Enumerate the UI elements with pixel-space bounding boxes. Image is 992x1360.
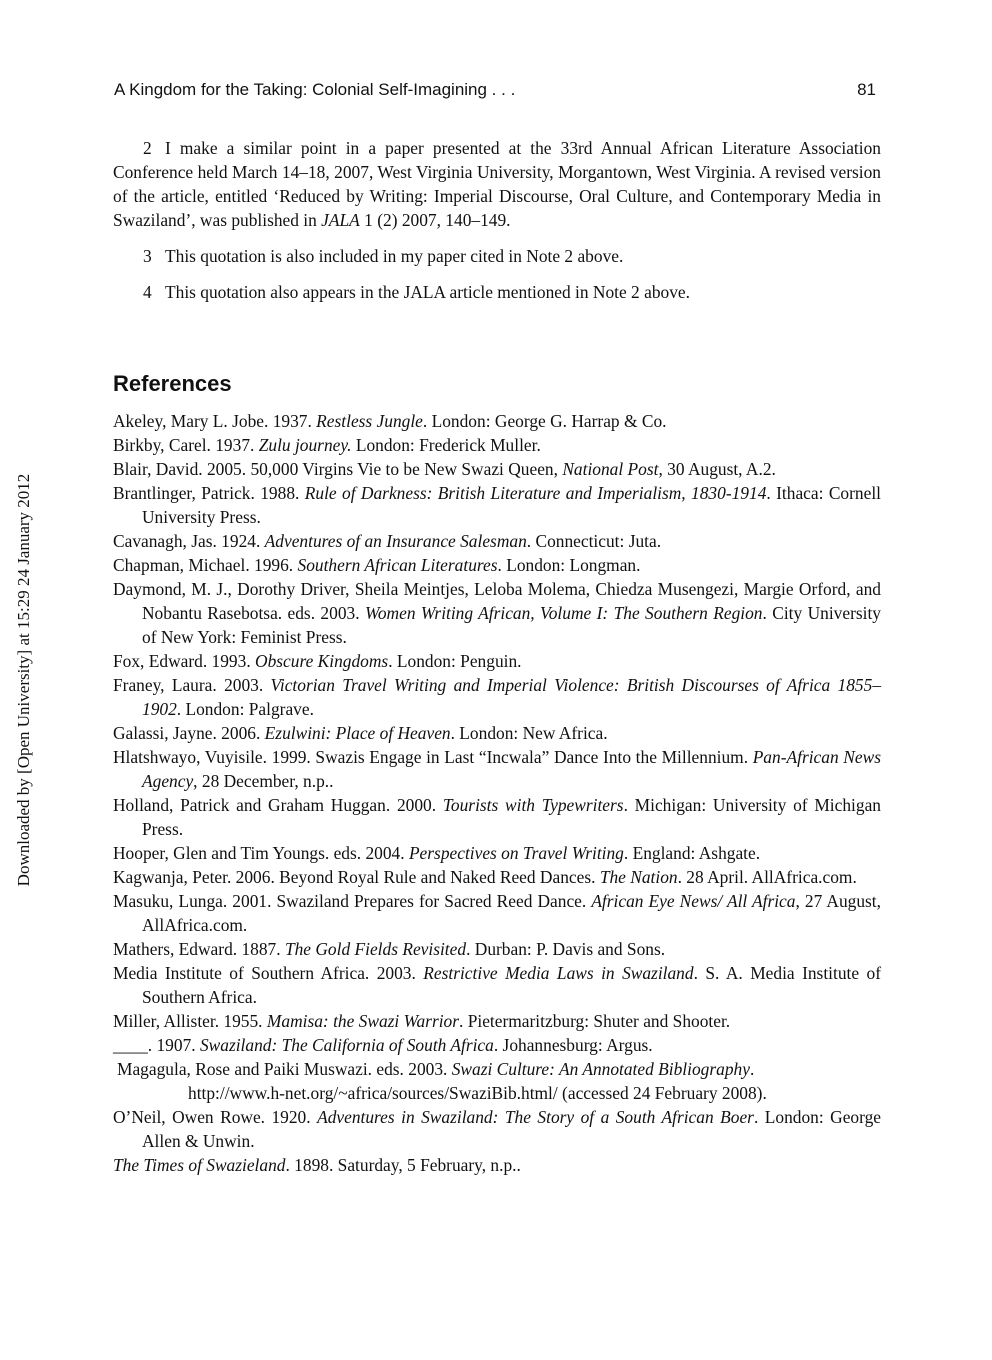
endnote-italic: JALA — [321, 210, 360, 230]
reference-list — [113, 409, 881, 1177]
reference-entry: Hlatshwayo, Vuyisile. 1999. Swazis Engage in Last “Incwala” Dance Into the Millennium. Pan-African News Agency, 28 December, n.p.. — [113, 747, 881, 791]
endnote-text: I make a similar point in a paper presented at the 33rd Annual African Literature Association Conference held March 14–18, 2007, West Virginia University, Morgantown, West Virginia. A revised version of the article, entitled ‘Reduced by Writing: Imperial Discourse, Oral Culture, and Contemporary Media in Swaziland’, was published in — [113, 138, 881, 230]
reference-entry: Media Institute of Southern Africa. 2003. Restrictive Media Laws in Swaziland. S. A. Media Institute of Southern Africa. — [113, 963, 881, 1007]
reference-entry: ____. 1907. Swaziland: The California of South Africa. Johannesburg: Argus. — [113, 1035, 653, 1055]
reference-entry: Cavanagh, Jas. 1924. Adventures of an Insurance Salesman. Connecticut: Juta. — [113, 531, 662, 551]
endnote-text: This quotation is also included in my paper cited in Note 2 above. — [165, 246, 624, 266]
reference-entry: Brantlinger, Patrick. 1988. Rule of Darkness: British Literature and Imperialism, 1830-1914. Ithaca: Cornell University Press. — [113, 483, 881, 527]
reference-entry: Kagwanja, Peter. 2006. Beyond Royal Rule and Naked Reed Dances. The Nation. 28 April. AllAfrica.com. — [113, 867, 857, 887]
running-title: A Kingdom for the Taking: Colonial Self-Imagining . . . — [114, 80, 516, 99]
reference-entry: Chapman, Michael. 1996. Southern African Literatures. London: Longman. — [113, 555, 641, 575]
references-heading: References — [113, 371, 232, 396]
reference-entry: Magagula, Rose and Paiki Muswazi. eds. 2003. Swazi Culture: An Annotated Bibliography. — [117, 1059, 755, 1079]
running-header — [114, 78, 876, 102]
page-number: 81 — [857, 80, 876, 99]
endnotes — [113, 136, 881, 316]
reference-entry: Holland, Patrick and Graham Huggan. 2000. Tourists with Typewriters. Michigan: University of Michigan Press. — [113, 795, 881, 839]
endnote — [113, 244, 881, 268]
endnote — [113, 280, 881, 304]
endnote-number: 3 — [143, 246, 152, 266]
reference-entry: Birkby, Carel. 1937. Zulu journey. London: Frederick Muller. — [113, 435, 541, 455]
download-watermark: Downloaded by [Open University] at 15:29 24 January 2012 — [14, 473, 33, 887]
endnote-number: 4 — [143, 282, 152, 302]
reference-entry: O’Neil, Owen Rowe. 1920. Adventures in Swaziland: The Story of a South African Boer. London: George Allen & Unwin. — [113, 1107, 882, 1151]
endnote — [113, 136, 881, 232]
endnote-text-end: 1 (2) 2007, 140–149. — [359, 210, 511, 230]
endnote-text: This quotation also appears in the JALA article mentioned in Note 2 above. — [165, 282, 690, 302]
reference-entry: Franey, Laura. 2003. Victorian Travel Writing and Imperial Violence: British Discourses of Africa 1855–1902. London: Palgrave. — [113, 675, 882, 719]
endnote-number: 2 — [143, 138, 152, 158]
reference-entry: Galassi, Jayne. 2006. Ezulwini: Place of Heaven. London: New Africa. — [113, 723, 608, 743]
reference-entry: Daymond, M. J., Dorothy Driver, Sheila Meintjes, Leloba Molema, Chiedza Musengezi, Margie Orford, and Nobantu Rasebotsa. eds. 2003. Women Writing African, Volume I: The Southern Region. City University of New York: Feminist Press. — [113, 579, 881, 647]
reference-entry: Masuku, Lunga. 2001. Swaziland Prepares for Sacred Reed Dance. African Eye News/ All Africa, 27 August, AllAfrica.com. — [113, 891, 881, 935]
reference-entry: Mathers, Edward. 1887. The Gold Fields Revisited. Durban: P. Davis and Sons. — [113, 939, 666, 959]
reference-entry: The Times of Swazieland. 1898. Saturday, 5 February, n.p.. — [113, 1155, 521, 1175]
reference-entry: Fox, Edward. 1993. Obscure Kingdoms. London: Penguin. — [113, 651, 522, 671]
reference-entry: Hooper, Glen and Tim Youngs. eds. 2004. Perspectives on Travel Writing. England: Ashgate. — [113, 843, 761, 863]
reference-entry: Akeley, Mary L. Jobe. 1937. Restless Jungle. London: George G. Harrap & Co. — [113, 411, 667, 431]
reference-url: http://www.h-net.org/~africa/sources/SwaziBib.html/ (accessed 24 February 2008). — [188, 1083, 767, 1103]
reference-entry: Miller, Allister. 1955. Mamisa: the Swazi Warrior. Pietermaritzburg: Shuter and Shooter. — [113, 1011, 731, 1031]
reference-entry: Blair, David. 2005. 50,000 Virgins Vie to be New Swazi Queen, National Post, 30 August, A.2. — [113, 459, 776, 479]
